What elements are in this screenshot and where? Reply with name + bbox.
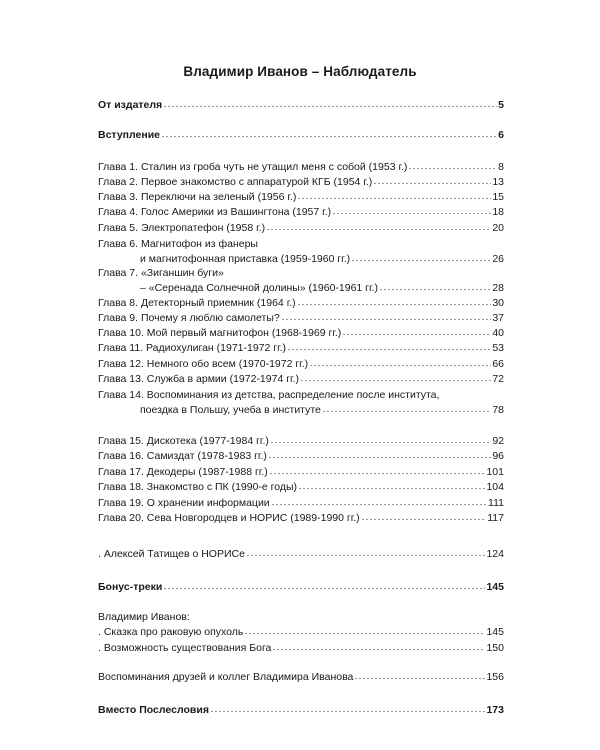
- toc-entry-title: . Алексей Татищев о НОРИСе: [98, 548, 245, 560]
- dot-leader: [361, 513, 487, 521]
- dot-leader: [379, 283, 491, 291]
- dot-leader: [322, 405, 491, 413]
- toc-entry-title: Глава 11. Радиохулиган (1971-1972 гг.): [98, 342, 287, 354]
- toc-entry-title: Глава 8. Детекторный приемник (1964 г.): [98, 297, 296, 309]
- dot-leader: [309, 359, 491, 367]
- toc-entry: [98, 341, 504, 356]
- toc-page-number: 124: [486, 548, 504, 560]
- toc-entry-title: . Возможность существования Бога: [98, 642, 272, 654]
- toc-page-number: 40: [492, 327, 504, 339]
- dot-leader: [163, 100, 497, 108]
- toc-entry: [98, 465, 504, 480]
- dot-leader: [287, 343, 491, 351]
- toc-entry: [98, 496, 504, 511]
- toc-page-number: 145: [486, 626, 504, 638]
- toc-entry: [98, 511, 504, 526]
- dot-leader: [351, 254, 491, 262]
- toc-entry-title: Глава 12. Немного обо всем (1970-1972 гг.): [98, 358, 309, 370]
- toc-page-number: 111: [488, 497, 504, 509]
- dot-leader: [408, 162, 497, 170]
- toc-page-number: 13: [492, 176, 504, 188]
- toc-page-number: 66: [492, 358, 504, 370]
- toc-entry-title: Глава 20. Сева Новгородцев и НОРИС (1989-1990 гг.): [98, 512, 360, 524]
- dot-leader: [161, 130, 497, 138]
- toc-entry-title: Глава 9. Почему я люблю самолеты?: [98, 312, 280, 324]
- dot-leader: [210, 705, 486, 713]
- toc-entry-title: и магнитофонная приставка (1959-1960 гг.): [140, 253, 351, 265]
- toc-entry: [98, 237, 504, 267]
- dot-leader: [163, 582, 485, 590]
- toc-entry: [98, 160, 504, 175]
- toc-page-number: 96: [492, 450, 504, 462]
- toc-entry-title: Воспоминания друзей и коллег Владимира Иванова: [98, 671, 354, 683]
- toc-entry-title: От издателя: [98, 99, 163, 111]
- toc-entry-title: Глава 16. Самиздат (1978-1983 гг.): [98, 450, 267, 462]
- toc-page-number: 173: [486, 704, 504, 716]
- toc-entry-title: Глава 3. Переключи на зеленый (1956 г.): [98, 191, 297, 203]
- book-title: Владимир Иванов – Наблюдатель: [183, 64, 417, 79]
- toc-page-number: 92: [492, 435, 504, 447]
- dot-leader: [300, 374, 491, 382]
- toc-entry-title: Глава 10. Мой первый магнитофон (1968-1969 гг.): [98, 327, 342, 339]
- dot-leader: [298, 482, 485, 490]
- toc-entry: [98, 449, 504, 464]
- dot-leader: [271, 498, 487, 506]
- dot-leader: [246, 549, 486, 557]
- toc-page-number: 6: [498, 129, 504, 141]
- toc-entry-title: Глава 18. Знакомство с ПК (1990-е годы): [98, 481, 298, 493]
- toc-entry: [98, 175, 504, 190]
- toc-entry: [98, 434, 504, 449]
- toc-entry: [98, 311, 504, 326]
- dot-leader: [342, 328, 491, 336]
- toc-page-number: 8: [498, 161, 504, 173]
- toc-entry-title: Глава 7. «Зиганшин буги»: [98, 267, 224, 279]
- toc-page-number: 30: [492, 297, 504, 309]
- dot-leader: [268, 451, 491, 459]
- toc-entry-title: Вступление: [98, 129, 161, 141]
- toc-entry: [98, 641, 504, 656]
- toc-entry: [98, 372, 504, 387]
- toc-entry-title: Вместо Послесловия: [98, 704, 209, 716]
- toc-page-number: 37: [492, 312, 504, 324]
- toc-entry: [98, 610, 504, 625]
- toc-page-number: 78: [492, 404, 504, 416]
- toc-page-number: 18: [492, 206, 504, 218]
- toc-entry-title: Глава 15. Дискотека (1977-1984 гг.): [98, 435, 269, 447]
- toc-group-heading: Владимир Иванов:: [98, 611, 190, 623]
- toc-entry: [98, 580, 504, 595]
- dot-leader: [269, 467, 486, 475]
- toc-page-number: 101: [486, 466, 504, 478]
- toc-entry-title: Глава 13. Служба в армии (1972-1974 гг.): [98, 373, 300, 385]
- toc-entry-title: Глава 4. Голос Америки из Вашингтона (1957 г.): [98, 206, 332, 218]
- toc-entry: [98, 625, 504, 640]
- toc-entry-title: поездка в Польшу, учеба в институте: [140, 404, 321, 416]
- toc-entry: [98, 703, 504, 718]
- toc-page-number: 156: [486, 671, 504, 683]
- toc-page-number: 28: [492, 282, 504, 294]
- toc-entry-title: Глава 14. Воспоминания из детства, распределение после института,: [98, 389, 440, 401]
- toc-entry: [98, 357, 504, 372]
- toc-entry-title: Глава 2. Первое знакомство с аппаратурой КГБ (1954 г.): [98, 176, 373, 188]
- dot-leader: [373, 177, 491, 185]
- toc-page-number: 117: [487, 512, 504, 524]
- toc-page-number: 104: [486, 481, 504, 493]
- toc-page-number: 15: [492, 191, 504, 203]
- toc-entry: [98, 98, 504, 113]
- toc-entry-title: Глава 6. Магнитофон из фанеры: [98, 238, 258, 250]
- toc-entry: [98, 296, 504, 311]
- dot-leader: [297, 298, 492, 306]
- dot-leader: [297, 192, 491, 200]
- toc-page-number: 5: [498, 99, 504, 111]
- toc-page-number: 150: [486, 642, 504, 654]
- toc-entry-title: Глава 17. Декодеры (1987-1988 гг.): [98, 466, 268, 478]
- dot-leader: [266, 223, 491, 231]
- toc-entry: [98, 326, 504, 341]
- toc-entry: [98, 266, 504, 296]
- dot-leader: [332, 207, 491, 215]
- toc-page-number: 26: [492, 253, 504, 265]
- toc-entry: [98, 128, 504, 143]
- toc-entry-title: Глава 1. Сталин из гроба чуть не утащил меня с собой (1953 г.): [98, 161, 408, 173]
- toc-entry-title: – «Серенада Солнечной долины» (1960-1961 гг.): [140, 282, 378, 294]
- dot-leader: [270, 436, 491, 444]
- toc-page-number: 72: [492, 373, 504, 385]
- toc-entry: [98, 388, 504, 418]
- dot-leader: [354, 672, 485, 680]
- toc-entry: [98, 190, 504, 205]
- toc-page-number: 20: [492, 222, 504, 234]
- toc-entry-title: . Сказка про раковую опухоль: [98, 626, 244, 638]
- toc-entry: [98, 205, 504, 220]
- dot-leader: [272, 643, 485, 651]
- toc-entry-title: Глава 5. Электропатефон (1958 г.): [98, 222, 266, 234]
- toc-entry: [98, 221, 504, 236]
- toc-entry-title: Бонус-треки: [98, 581, 163, 593]
- toc-entry: [98, 480, 504, 495]
- toc-entry-title: Глава 19. О хранении информации: [98, 497, 270, 509]
- toc-page-number: 145: [486, 581, 504, 593]
- toc-entry: [98, 670, 504, 685]
- dot-leader: [244, 627, 485, 635]
- toc-entry: [98, 547, 504, 562]
- toc-page-number: 53: [492, 342, 504, 354]
- dot-leader: [281, 313, 492, 321]
